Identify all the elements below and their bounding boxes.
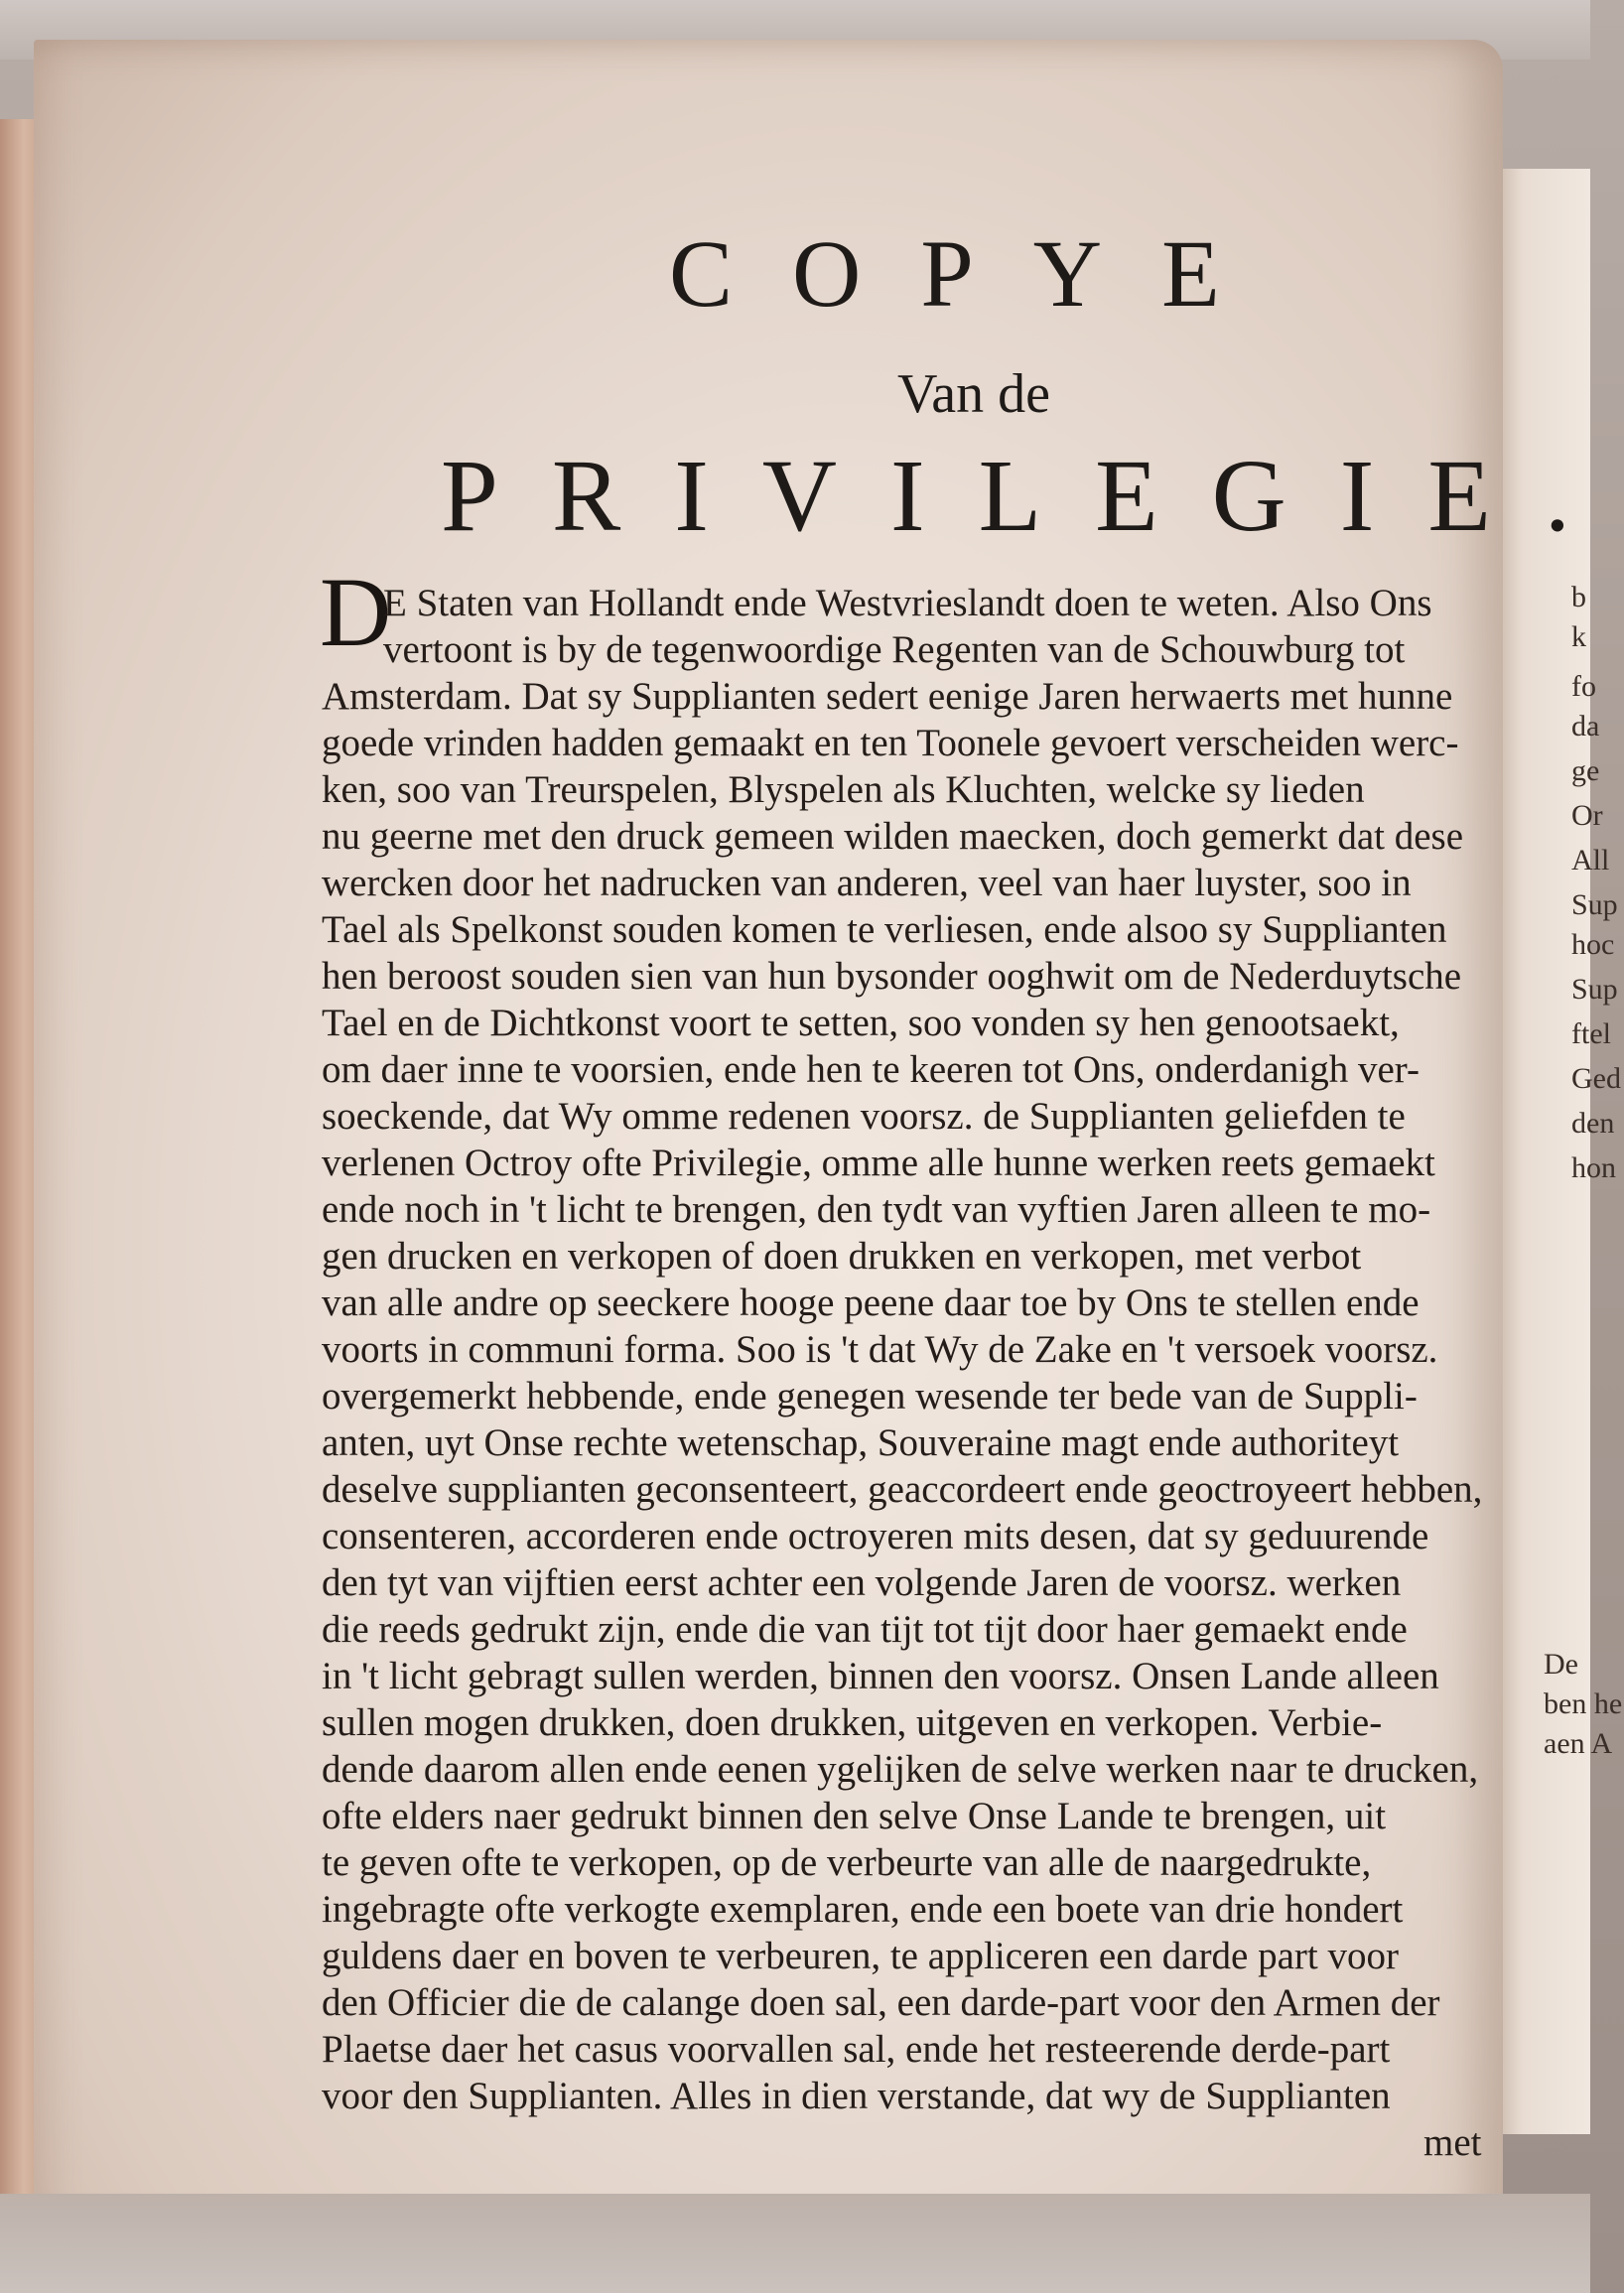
text-line: den tyt van vijftien eerst achter een volgende Jaren de voorsz. werken [322,1561,1402,1604]
text-line: guldens daer en boven te verbeuren, te appliceren een darde part voor [322,1935,1399,1977]
catchword: met [1423,2121,1482,2164]
facing-fragment: ge [1571,754,1600,787]
facing-fragment: den [1571,1107,1615,1140]
text-line: om daer inne te voorsien, ende hen te keeren tot Ons, onderdanigh ver- [322,1048,1420,1091]
drop-capital: D [320,557,392,667]
facing-fragment: da [1571,710,1600,742]
text-line: Plaetse daer het casus voorvallen sal, ende het resteerende derde-part [322,2028,1391,2071]
text-line: nu geerne met den druck gemeen wilden maecken, doch gemerkt dat dese [322,815,1464,858]
text-line: ofte elders naer gedrukt binnen den selve Onse Lande te brengen, uit [322,1795,1387,1837]
facing-fragment: All [1571,844,1610,877]
background-cloth-bottom [0,2194,1590,2293]
text-line: Tael en de Dichtkonst voort te setten, soo vonden sy hen genootsaekt, [322,1002,1400,1044]
text-line: voor den Supplianten. Alles in dien verstande, dat wy de Supplianten [322,2075,1391,2117]
text-line: ende noch in 't licht te brengen, den tydt van vyftien Jaren alleen te mo- [322,1188,1431,1231]
text-line: dende daarom allen ende eenen ygelijken de selve werken naar te drucken, [322,1748,1479,1791]
facing-fragment: fo [1571,670,1596,703]
text-line: te geven ofte te verkopen, op de verbeurte van alle de naargedrukte, [322,1841,1372,1884]
text-line: die reeds gedrukt zijn, ende die van tijt tot tijt door haer gemaekt ende [322,1608,1408,1651]
text-line: ingebragte ofte verkogte exemplaren, ende een boete van drie hondert [322,1888,1404,1931]
text-line: ken, soo van Treurspelen, Blyspelen als Kluchten, welcke sy lieden [322,768,1365,811]
text-line: in 't licht gebragt sullen werden, binnen den voorsz. Onsen Lande alleen [322,1655,1439,1697]
text-line: goede vrinden hadden gemaakt en ten Toonele gevoert verscheiden werc- [322,722,1459,764]
facing-fragment: k [1571,620,1586,653]
text-line: sullen mogen drukken, doen drukken, uitgeven en verkopen. Verbie- [322,1701,1383,1744]
facing-fragment: Ged [1571,1062,1621,1095]
text-line: van alle andre op seeckere hooge peene daar toe by Ons te stellen ende [322,1281,1420,1324]
text-line: den Officier die de calange doen sal, een darde-part voor den Armen der [322,1981,1440,2024]
text-line: soeckende, dat Wy omme redenen voorsz. de Supplianten geliefden te [322,1095,1406,1138]
page-title-secondary: PRIVILEGIE. [441,439,1624,553]
facing-fragment: aen A [1544,1727,1613,1760]
text-line: gen drucken en verkopen of doen drukken en verkopen, met verbot [322,1235,1362,1278]
facing-fragment: ftel [1571,1017,1611,1050]
text-line: verlenen Octroy ofte Privilegie, omme alle hunne werken reets gemaekt [322,1142,1435,1184]
facing-fragment: hon [1571,1151,1616,1184]
text-line: Tael als Spelkonst souden komen te verliesen, ende alsoo sy Supplianten [322,908,1447,951]
text-line: E Staten van Hollandt ende Westvrieslandt doen te weten. Also Ons [383,582,1432,624]
facing-fragment: Sup [1571,888,1618,921]
facing-fragment: De [1544,1648,1578,1681]
text-line: wercken door het nadrucken van anderen, veel van haer luyster, soo in [322,862,1412,904]
facing-fragment: hoc [1571,928,1615,961]
text-line: deselve supplianten geconsenteert, geaccordeert ende geoctroyeert hebben, [322,1468,1483,1511]
text-line: overgemerkt hebbende, ende genegen wesende ter bede van de Suppli- [322,1375,1418,1417]
facing-fragment: Or [1571,799,1603,832]
facing-fragment: b [1571,581,1586,613]
facing-fragment: ben he [1544,1687,1623,1720]
text-line: consenteren, accorderen ende octroyeren mits desen, dat sy geduurende [322,1515,1429,1557]
text-line: hen beroost souden sien van hun bysonder ooghwit om de Nederduytsche [322,955,1462,998]
text-line: voorts in communi forma. Soo is 't dat Wy de Zake en 't versoek voorsz. [322,1328,1438,1371]
text-line: vertoont is by de tegenwoordige Regenten van de Schouwburg tot [383,628,1406,671]
text-line: anten, uyt Onse rechte wetenschap, Souveraine magt ende authoriteyt [322,1421,1400,1464]
text-line: Amsterdam. Dat sy Supplianten sedert eenige Jaren herwaerts met hunne [322,675,1453,718]
page-subtitle: Van de [897,363,1050,425]
page-title: COPYE [669,220,1280,327]
facing-fragment: Sup [1571,973,1618,1006]
